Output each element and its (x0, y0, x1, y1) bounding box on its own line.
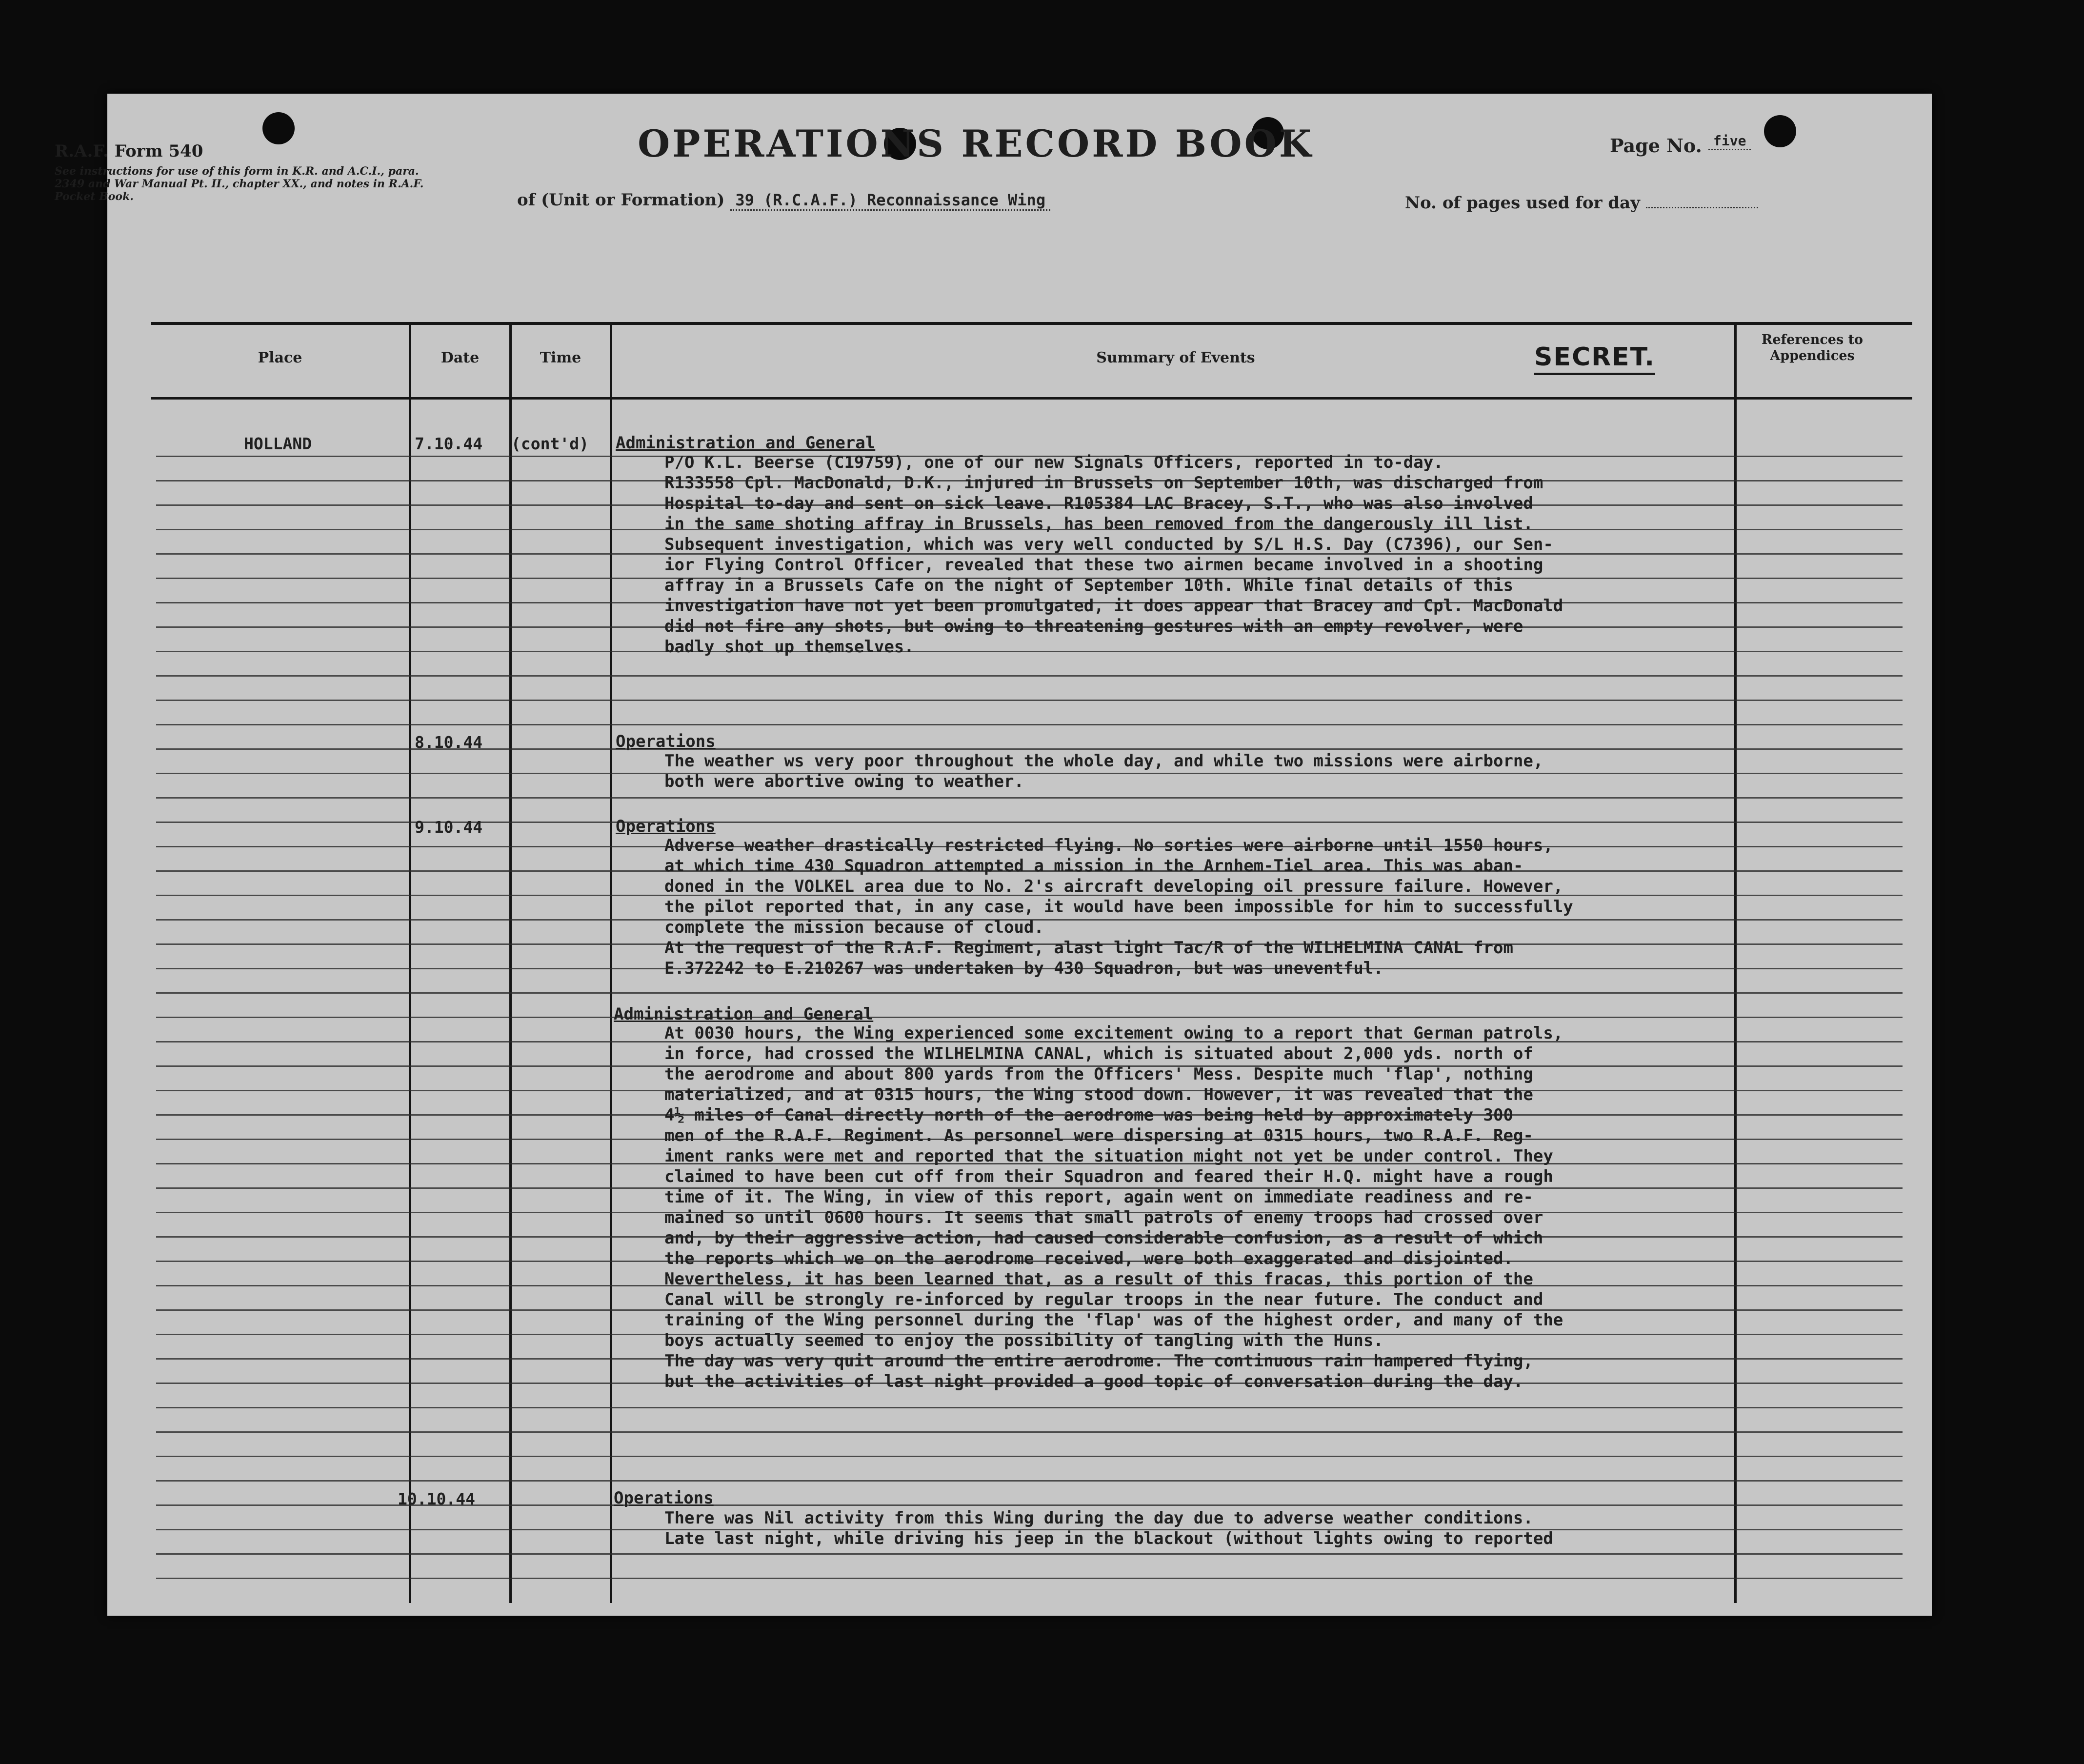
unit-label: of (Unit or Formation) (517, 190, 725, 210)
ruled-line (156, 700, 1903, 701)
column-divider (610, 325, 612, 1603)
date-cell: 7.10.44 (415, 434, 483, 453)
ruled-line (156, 675, 1903, 677)
page-title: OPERATIONS RECORD BOOK (638, 122, 1314, 165)
entry-line: R133558 Cpl. MacDonald, D.K., injured in Brussels on September 10th, was discharged from (664, 473, 1543, 493)
date-cell: 9.10.44 (415, 818, 483, 837)
ruled-line (156, 651, 1903, 652)
col-place-header: Place (258, 349, 302, 366)
unit-value: 39 (R.C.A.F.) Reconnaissance Wing (730, 191, 1050, 211)
entry-line: claimed to have been cut off from their Squadron and feared their H.Q. might have a rough (664, 1167, 1553, 1186)
entry-line: investigation have not yet been promulgated, it does appear that Bracey and Cpl. MacDonald (664, 596, 1563, 616)
entry-line: There was Nil activity from this Wing during the day due to adverse weather conditions. (664, 1508, 1533, 1528)
pages-used-blank (1646, 207, 1758, 208)
ruled-line (156, 1553, 1903, 1555)
entry-line: men of the R.A.F. Regiment. As personnel were dispersing at 0315 hours, two R.A.F. Reg- (664, 1126, 1533, 1145)
form-instructions: See instructions for use of this form in K.R. and A.C.I., para. 2349 and War Manual Pt. II., chapter XX., and notes in R.A.F. Pocket Book. (55, 165, 424, 203)
entry-line: 4½ miles of Canal directly north of the aerodrome was being held by approximately 300 (664, 1105, 1513, 1125)
place-cell: HOLLAND (244, 434, 312, 453)
entry-line: P/O K.L. Beerse (C19759), one of our new Signals Officers, reported in to-day. (664, 453, 1443, 472)
page-number (1610, 135, 1751, 157)
time-cell: (cont'd) (511, 434, 589, 453)
ruled-line (156, 724, 1903, 725)
entry-line: badly shot up themselves. (664, 637, 914, 657)
punch-hole (262, 112, 295, 144)
entry-line: training of the Wing personnel during the 'flap' was of the highest order, and many of the (664, 1310, 1563, 1330)
header-rule (151, 397, 1912, 400)
ruled-line (156, 1456, 1903, 1457)
entry-line: Adverse weather drastically restricted flying. No sorties were airborne until 1550 hours, (664, 836, 1553, 855)
ruled-line (156, 1431, 1903, 1433)
section-heading: Operations (614, 1488, 714, 1508)
page-number-label: Page No. (1610, 135, 1702, 157)
entry-line: doned in the VOLKEL area due to No. 2's aircraft developing oil pressure failure. However, (664, 877, 1563, 896)
col-date-header: Date (441, 349, 480, 366)
secret-stamp: SECRET. (1534, 342, 1655, 375)
entry-line: mained so until 0600 hours. It seems that small patrols of enemy troops had crossed over (664, 1208, 1543, 1227)
entry-line: boys actually seemed to enjoy the possibility of tangling with the Huns. (664, 1331, 1383, 1350)
entry-line: and, by their aggressive action, had caused considerable confusion, as a result of which (664, 1228, 1543, 1248)
ruled-line (156, 1480, 1903, 1482)
punch-hole (1764, 115, 1796, 147)
ruled-line (156, 1407, 1903, 1408)
entry-line: in the same shoting affray in Brussels, has been removed from the dangerously ill list. (664, 514, 1533, 534)
ruled-line (156, 773, 1903, 774)
pages-used-label: No. of pages used for day (1405, 193, 1640, 213)
section-heading: Administration and General (616, 433, 876, 453)
entry-line: the aerodrome and about 800 yards from the Officers' Mess. Despite much 'flap', nothing (664, 1064, 1533, 1084)
entry-line: time of it. The Wing, in view of this report, again went on immediate readiness and re- (664, 1187, 1533, 1207)
entry-line: ior Flying Control Officer, revealed that these two airmen became involved in a shooting (664, 555, 1543, 575)
entry-line: at which time 430 Squadron attempted a mission in the Arnhem-Tiel area. This was aban- (664, 856, 1523, 876)
ruled-line (156, 1578, 1903, 1579)
entry-line: Late last night, while driving his jeep in the blackout (without lights owing to reported (664, 1529, 1553, 1548)
entry-line: did not fire any shots, but owing to threatening gestures with an empty revolver, were (664, 617, 1523, 636)
entry-line: but the activities of last night provided a good topic of conversation during the day. (664, 1372, 1523, 1391)
column-divider (409, 325, 411, 1603)
section-heading: Operations (616, 732, 716, 751)
entry-line: Nevertheless, it has been learned that, as a result of this fracas, this portion of the (664, 1269, 1533, 1289)
entry-line: the reports which we on the aerodrome received, were both exaggerated and disjointed. (664, 1249, 1513, 1268)
section-heading: Operations (616, 817, 716, 836)
entry-line: Hospital to-day and sent on sick leave. R105384 LAC Bracey, S.T., who was also involved (664, 494, 1533, 513)
pages-used (1405, 193, 1758, 213)
col-summary-header: Summary of Events (1096, 349, 1255, 366)
entry-line: the pilot reported that, in any case, it would have been impossible for him to successfully (664, 897, 1573, 917)
entry-line: At 0030 hours, the Wing experienced some excitement owing to a report that German patrols, (664, 1023, 1563, 1043)
entry-line: At the request of the R.A.F. Regiment, alast light Tac/R of the WILHELMINA CANAL from (664, 938, 1513, 958)
entry-line: iment ranks were met and reported that the situation might not yet be under control. They (664, 1146, 1553, 1166)
form-header (55, 141, 435, 203)
ruled-line (156, 797, 1903, 799)
events-table (151, 322, 1912, 1613)
entry-line: E.372242 to E.210267 was undertaken by 430 Squadron, but was uneventful. (664, 959, 1383, 978)
entry-line: in force, had crossed the WILHELMINA CANAL, which is situated about 2,000 yds. north of (664, 1044, 1533, 1063)
date-cell: 10.10.44 (398, 1489, 475, 1508)
entry-line: The weather ws very poor throughout the whole day, and while two missions were airborne, (664, 751, 1543, 771)
form-number: R.A.F. Form 540 (55, 141, 203, 161)
entry-line: complete the mission because of cloud. (664, 918, 1044, 937)
column-divider (509, 325, 512, 1603)
entry-line: materialized, and at 0315 hours, the Wing stood down. However, it was revealed that the (664, 1085, 1533, 1104)
date-cell: 8.10.44 (415, 733, 483, 752)
page-number-value: five (1708, 133, 1751, 150)
col-time-header: Time (540, 349, 581, 366)
ruled-line (156, 1017, 1903, 1018)
unit-line (517, 190, 1050, 210)
ruled-line (156, 992, 1903, 994)
entry-line: both were abortive owing to weather. (664, 772, 1024, 791)
entry-line: Canal will be strongly re-inforced by regular troops in the near future. The conduct and (664, 1290, 1543, 1309)
column-divider (1734, 325, 1737, 1603)
entry-line: affray in a Brussels Cafe on the night of September 10th. While final details of this (664, 576, 1513, 595)
section-heading: Administration and General (614, 1004, 874, 1024)
entry-line: The day was very quit around the entire aerodrome. The continuous rain hampered flying, (664, 1351, 1533, 1371)
col-references-header: References to Appendices (1761, 332, 1864, 363)
entry-line: Subsequent investigation, which was very well conducted by S/L H.S. Day (C7396), our Sen- (664, 535, 1553, 554)
